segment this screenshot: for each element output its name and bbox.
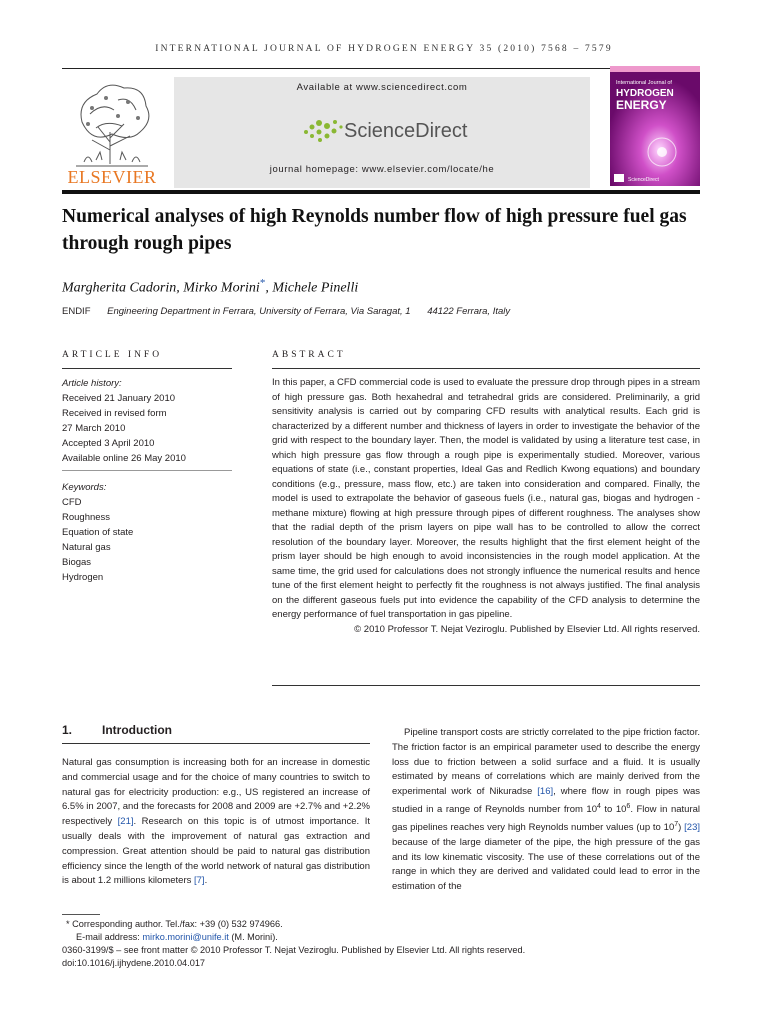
superscript: 6: [626, 802, 631, 810]
issn-line: 0360-3199/$ – see front matter © 2010 Professor T. Nejat Veziroglu. Published by Elsevier Ltd. All rights reserved.: [62, 945, 526, 955]
paragraph-text: because of the large diameter of the pipe, the high pressure of the gas and its low kinematic viscosity. The use of these correlations out of the range in which they are derived and validated could lead to error in the estimation of the: [392, 836, 700, 893]
abstract-heading: ABSTRACT: [272, 350, 346, 360]
author-list: [62, 277, 358, 297]
svg-text:ScienceDirect: ScienceDirect: [628, 177, 659, 183]
email-suffix: (M. Morini).: [228, 932, 278, 942]
keyword: Biogas: [62, 557, 92, 568]
history-line: Received in revised form: [62, 408, 167, 419]
abstract-rule: [272, 368, 700, 369]
citation-link[interactable]: [7]: [194, 875, 205, 887]
abstract-bottom-rule: [272, 685, 700, 686]
affiliation-city: 44122 Ferrara, Italy: [427, 306, 511, 317]
paragraph-text: . Flow in natural gas pipelines reaches very high Reynolds number values (up to 10: [392, 804, 700, 834]
paragraph-text: ): [678, 822, 685, 834]
history-line: Available online 26 May 2010: [62, 453, 186, 464]
history-line: Accepted 3 April 2010: [62, 438, 155, 449]
abstract-copyright: © 2010 Professor T. Nejat Veziroglu. Published by Elsevier Ltd. All rights reserved.: [354, 623, 700, 635]
affiliation: [62, 306, 510, 317]
journal-homepage[interactable]: journal homepage: www.elsevier.com/locate/he: [269, 164, 495, 175]
journal-cover[interactable]: [610, 66, 700, 186]
article-history: [62, 376, 186, 466]
authors-text: Margherita Cadorin, Mirko Morini: [62, 280, 260, 296]
corresponding-author-marker[interactable]: *: [259, 277, 266, 289]
sciencedirect-wordmark: ScienceDirect: [344, 120, 468, 142]
intro-right-column: [392, 726, 700, 895]
journal-citation: INTERNATIONAL JOURNAL OF HYDROGEN ENERGY 35 (2010) 7568 – 7579: [155, 44, 613, 54]
paragraph-text: Natural gas consumption is increasing both for an increase in domestic and commercial usage and for the choice of many countries to switch to natural gas for electricity production: e.g., US registered an increase of 6.5% in 2007, and the forecasts for 2008 and 2009 are +2.7% and +2.2% respectively: [62, 757, 370, 828]
citation-link[interactable]: [21]: [117, 816, 134, 828]
citation-link[interactable]: [16]: [537, 786, 554, 798]
affiliation-code: ENDIF: [62, 306, 91, 317]
superscript: 4: [597, 802, 601, 810]
citation-link[interactable]: [23]: [684, 822, 700, 834]
header-rule: [62, 68, 700, 69]
journal-cover-image: [610, 66, 700, 186]
paragraph-text: .: [204, 875, 208, 887]
email-link[interactable]: mirko.morini@unife.it: [142, 932, 229, 942]
section-number: 1.: [62, 723, 73, 737]
available-at[interactable]: Available at www.sciencedirect.com: [296, 82, 468, 93]
elsevier-logo[interactable]: [62, 72, 162, 190]
paragraph-text: to 10: [600, 804, 627, 816]
superscript: 7: [674, 820, 679, 828]
email-label: E-mail address:: [76, 932, 143, 942]
keyword: Natural gas: [62, 542, 111, 553]
sciencedirect-logo[interactable]: [300, 114, 500, 148]
paragraph-text: , where flow in rough pipes was studied in a range of Reynolds number from 10: [392, 786, 701, 816]
abstract-text: In this paper, a CFD commercial code is used to evaluate the pressure drop through pipes in a stream of high pressure gas. Both hexahedral and tetrahedral grids are considered. Preliminarily, a grid sensitivity analysis is carried out by comparing CFD results with analytical results. Each grid is characterized by a different number and thickness of layers in order to investigate the behavior of the grid with respect to the boundary layer. Then, the model is validated by using a literature test case, in which high pressure gas flow through a rough pipe is experimentally studied. Moreover, various equations of state (i.e., constant properties, Ideal Gas and Redlich Kwong equations) and boundary conditions (e.g., pressure, mass flow, etc.) are taken into consideration and compared. Finally, the model is used to extrapolate the behavior of gaseous fuels (i.e., natural gas, biogas and hydrogen - methane mixture) flowing at high pressure through pipes of different roughness. The analyses show that the radial depth of the prism layers on pipe wall has to be controlled to allow the correct resolution of the boundary layer. Moreover, the results highlight that the first element height of the prism layer should be high enough to avoid inconsistencies in the rough model application. At the same time, the grid used for calculations does not strongly influence the numerical results and hence tune of the first element height to perfectly fit the roughness is not always justified. The final analysis on the different gaseous fuels put into evidence the capability of the CFD analysis to determine the energy performance of fuel transportation in gas pipeline.: [272, 377, 700, 620]
section-heading: [62, 723, 172, 737]
article-title: Numerical analyses of high Reynolds number flow of high pressure fuel gas through rough pipes: [62, 206, 687, 254]
svg-text:HYDROGEN: HYDROGEN: [616, 88, 674, 99]
article-info-rule: [62, 368, 232, 369]
authors-text-tail: , Michele Pinelli: [265, 280, 359, 296]
keyword: Hydrogen: [62, 572, 104, 583]
paragraph-text: . Research on this topic is of utmost importance. It usually deals with the improvement of natural gas extraction and compression. Great attention should be paid to natural gas distribution efficiency since the length of the world network of natural gas distribution is about 1.2 millions kilometers: [62, 816, 370, 887]
email-note: [76, 931, 278, 944]
paragraph-text: Pipeline transport costs are strictly correlated to the pipe friction factor. The friction factor is an empirical parameter used to describe the energy loss due to friction between a solid surface and a fluid. It is usually estimated by means of correlations which are mainly derived from the experimental work of Nikuradse: [392, 727, 700, 798]
keyword: Equation of state: [62, 527, 134, 538]
article-history-label: Article history:: [62, 378, 122, 389]
keyword: CFD: [62, 497, 82, 508]
keywords-label: Keywords:: [62, 482, 107, 493]
affiliation-institution: Engineering Department in Ferrara, University of Ferrara, Via Saragat, 1: [107, 306, 411, 317]
history-line: Received 21 January 2010: [62, 393, 176, 404]
header-thick-rule: [62, 190, 700, 194]
keywords-list: [62, 480, 133, 585]
abstract-body: [272, 376, 700, 637]
doi-line[interactable]: doi:10.1016/j.ijhydene.2010.04.017: [62, 958, 206, 968]
article-info-divider: [62, 470, 232, 471]
keyword: Roughness: [62, 512, 111, 523]
corresponding-author-note: * Corresponding author. Tel./fax: +39 (0) 532 974966.: [66, 919, 283, 929]
section-title: Introduction: [102, 723, 172, 737]
elsevier-wordmark: ELSEVIER: [67, 167, 157, 187]
svg-text:International Journal of: International Journal of: [616, 80, 672, 86]
history-line: 27 March 2010: [62, 423, 126, 434]
footnote-rule: [62, 914, 100, 915]
article-info-heading: ARTICLE INFO: [62, 350, 163, 360]
svg-text:ENERGY: ENERGY: [616, 98, 667, 112]
intro-left-column: [62, 756, 370, 889]
section-rule: [62, 743, 370, 744]
